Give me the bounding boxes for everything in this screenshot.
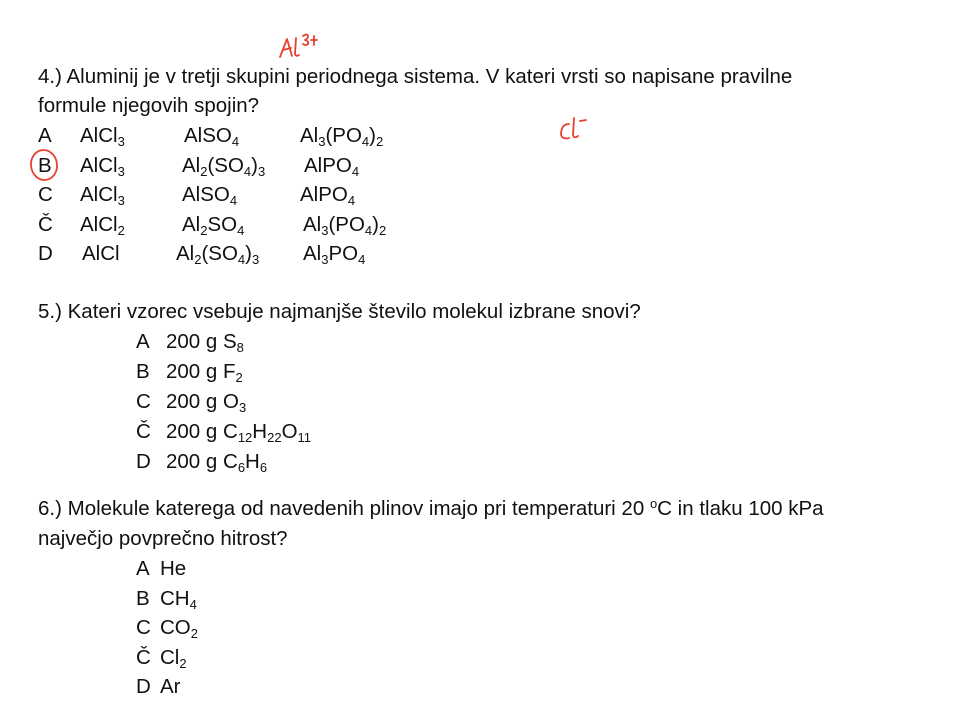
q4-option-letter: Č xyxy=(38,213,53,236)
chloride-handwritten-note xyxy=(556,112,590,146)
q4-option-formula: AlCl xyxy=(82,242,120,265)
q6-question-line2: največjo povprečno hitrost? xyxy=(38,527,288,550)
q4-option-formula: AlPO$_4$ xyxy=(300,183,356,208)
q4-option-formula: $Al_3(PO_4)_2$ xyxy=(300,124,384,149)
q4-option-formula: AlCl$_3$ xyxy=(80,124,125,149)
q6-option-letter: B xyxy=(136,587,150,610)
q5-option-formula: 200 g $F_2$ xyxy=(166,360,243,385)
q4-option-letter: B xyxy=(38,154,52,177)
q4-option-formula: AlSO$_4$ xyxy=(184,124,240,149)
q5-question: 5.) Kateri vzorec vsebuje najmanjše število molekul izbrane snovi? xyxy=(38,300,641,323)
q6-question-line1: 6.) Molekule katerega od navedenih plinov imajo pri temperaturi 20 $^o$C in tlaku 100 kPa xyxy=(38,496,824,520)
q6-option-letter: Č xyxy=(136,646,151,669)
q4-option-formula: $Al_2(SO_4)_3$ xyxy=(176,242,260,267)
q5-option-formula: 200 g $C_{12}H_{22}O_{11}$ xyxy=(166,420,312,445)
q5-option-letter: B xyxy=(136,360,150,383)
q6-option-letter: A xyxy=(136,557,150,580)
q4-question-line1: 4.) Aluminij je v tretji skupini periodnega sistema. V kateri vrsti so napisane pravilne xyxy=(38,65,793,88)
q6-option-letter: D xyxy=(136,675,151,698)
q4-option-formula: AlCl$_3$ xyxy=(80,183,125,208)
q4-option-formula: $Al_2SO_4$ xyxy=(182,213,245,238)
q4-option-formula: AlPO$_4$ xyxy=(304,154,360,179)
q4-question-line2: formule njegovih spojin? xyxy=(38,94,260,117)
q6-option-formula: He xyxy=(160,557,187,580)
q4-option-formula: $Al_3PO_4$ xyxy=(303,242,366,267)
q4-option-letter: C xyxy=(38,183,53,206)
q4-option-formula: AlCl$_3$ xyxy=(80,154,125,179)
q6-option-formula: $Cl_2$ xyxy=(160,646,187,671)
q5-option-letter: Č xyxy=(136,420,151,443)
q4-option-letter: D xyxy=(38,242,53,265)
q5-option-letter: C xyxy=(136,390,151,413)
q4-option-formula: $Al_3(PO_4)_2$ xyxy=(303,213,387,238)
q5-option-formula: 200 g $S_8$ xyxy=(166,330,244,355)
q6-option-formula: Ar xyxy=(160,675,181,698)
q5-option-formula: 200 g $C_6H_6$ xyxy=(166,450,268,475)
q5-option-formula: 200 g $O_3$ xyxy=(166,390,247,415)
q5-option-letter: A xyxy=(136,330,150,353)
q4-option-formula: AlSO$_4$ xyxy=(182,183,238,208)
q5-option-letter: D xyxy=(136,450,151,473)
q4-option-formula: $Al_2(SO_4)_3$ xyxy=(182,154,266,179)
al3plus-handwritten-note xyxy=(276,30,326,64)
q6-option-formula: $CO_2$ xyxy=(160,616,198,641)
q6-option-letter: C xyxy=(136,616,151,639)
q6-option-formula: $CH_4$ xyxy=(160,587,197,612)
q4-option-formula: AlCl$_2$ xyxy=(80,213,125,238)
q4-option-letter: A xyxy=(38,124,52,147)
